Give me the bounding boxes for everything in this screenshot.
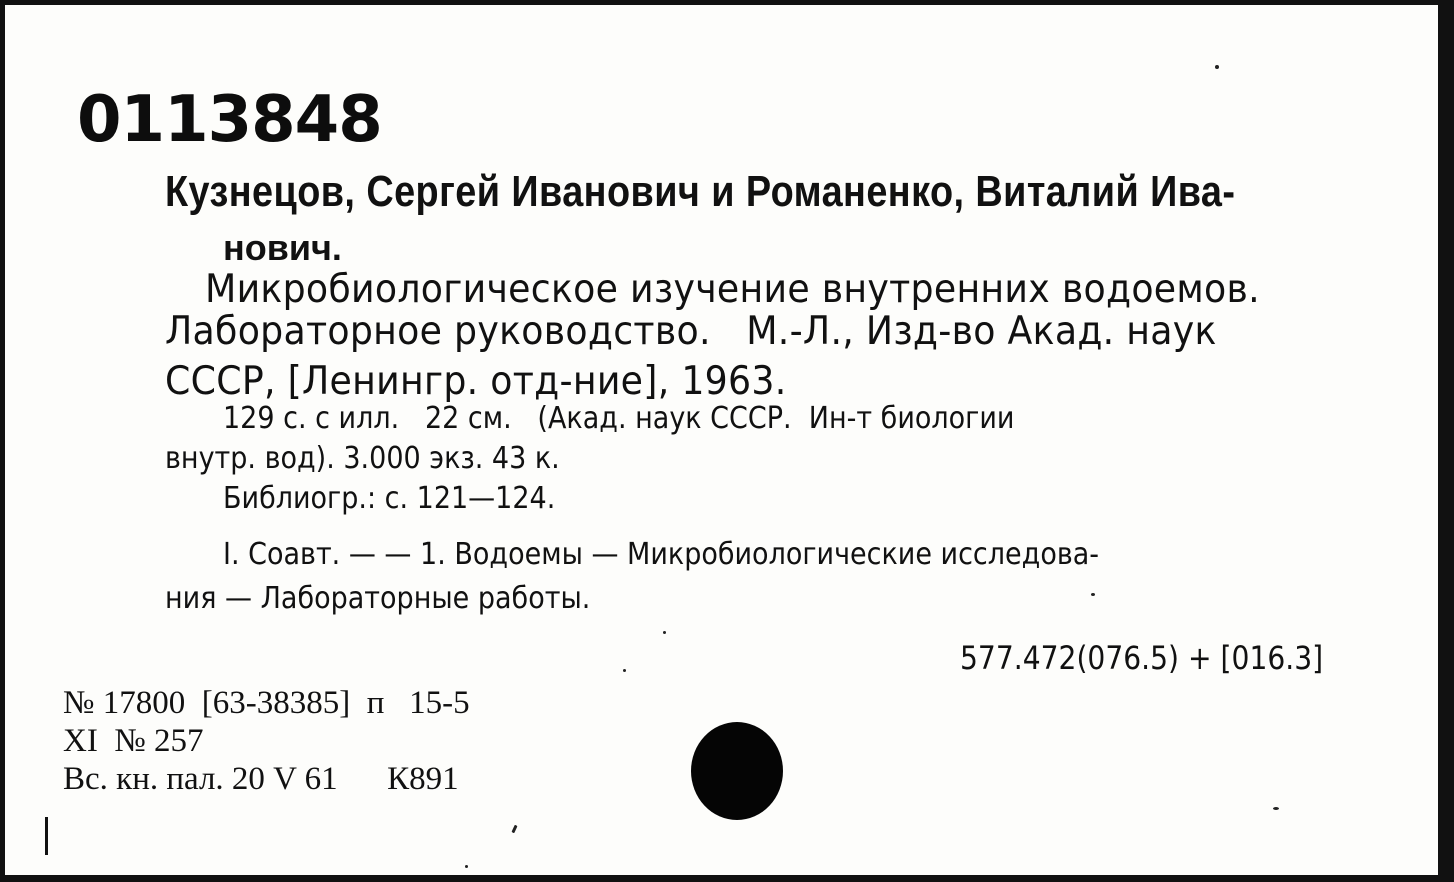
dust-speck — [1273, 807, 1279, 810]
dust-speck — [623, 669, 626, 672]
reference-line-2: XI № 257 — [63, 723, 204, 759]
tracing-line-1: I. Соавт. — — 1. Водоемы — Микробиологические исследова- — [223, 537, 1100, 572]
bibliography-note: Библиогр.: с. 121—124. — [223, 481, 556, 516]
reference-line-1: № 17800 [63-38385] п 15-5 — [63, 685, 470, 721]
tracing-line-2: ния — Лабораторные работы. — [165, 581, 591, 616]
title-line-1: Микробиологическое изучение внутренних водоемов. — [205, 267, 1260, 312]
dust-speck — [465, 865, 468, 868]
classification-number: 577.472(076.5) + [016.3] — [960, 639, 1324, 677]
author-line-1: Кузнецов, Сергей Иванович и Романенко, Виталий Ива- — [165, 167, 1236, 216]
call-number: 0113848 — [77, 83, 382, 157]
dust-speck — [1215, 65, 1219, 69]
dust-speck — [511, 825, 517, 834]
collation-line-1: 129 с. с илл. 22 см. (Акад. наук СССР. Ин-т биологии — [223, 401, 1015, 436]
dust-speck — [663, 631, 666, 634]
collation-line-2: внутр. вод). 3.000 экз. 43 к. — [165, 441, 560, 476]
dust-speck — [1091, 593, 1095, 596]
title-line-2: Лабораторное руководство. М.-Л., Изд-во Акад. наук — [165, 309, 1217, 354]
reference-line-3: Вс. кн. пал. 20 V 61 К891 — [63, 761, 459, 797]
title-line-3: СССР, [Ленингр. отд-ние], 1963. — [165, 359, 787, 404]
author-line-2: нович. — [223, 227, 342, 268]
punch-hole — [691, 722, 783, 820]
margin-mark — [45, 817, 48, 855]
